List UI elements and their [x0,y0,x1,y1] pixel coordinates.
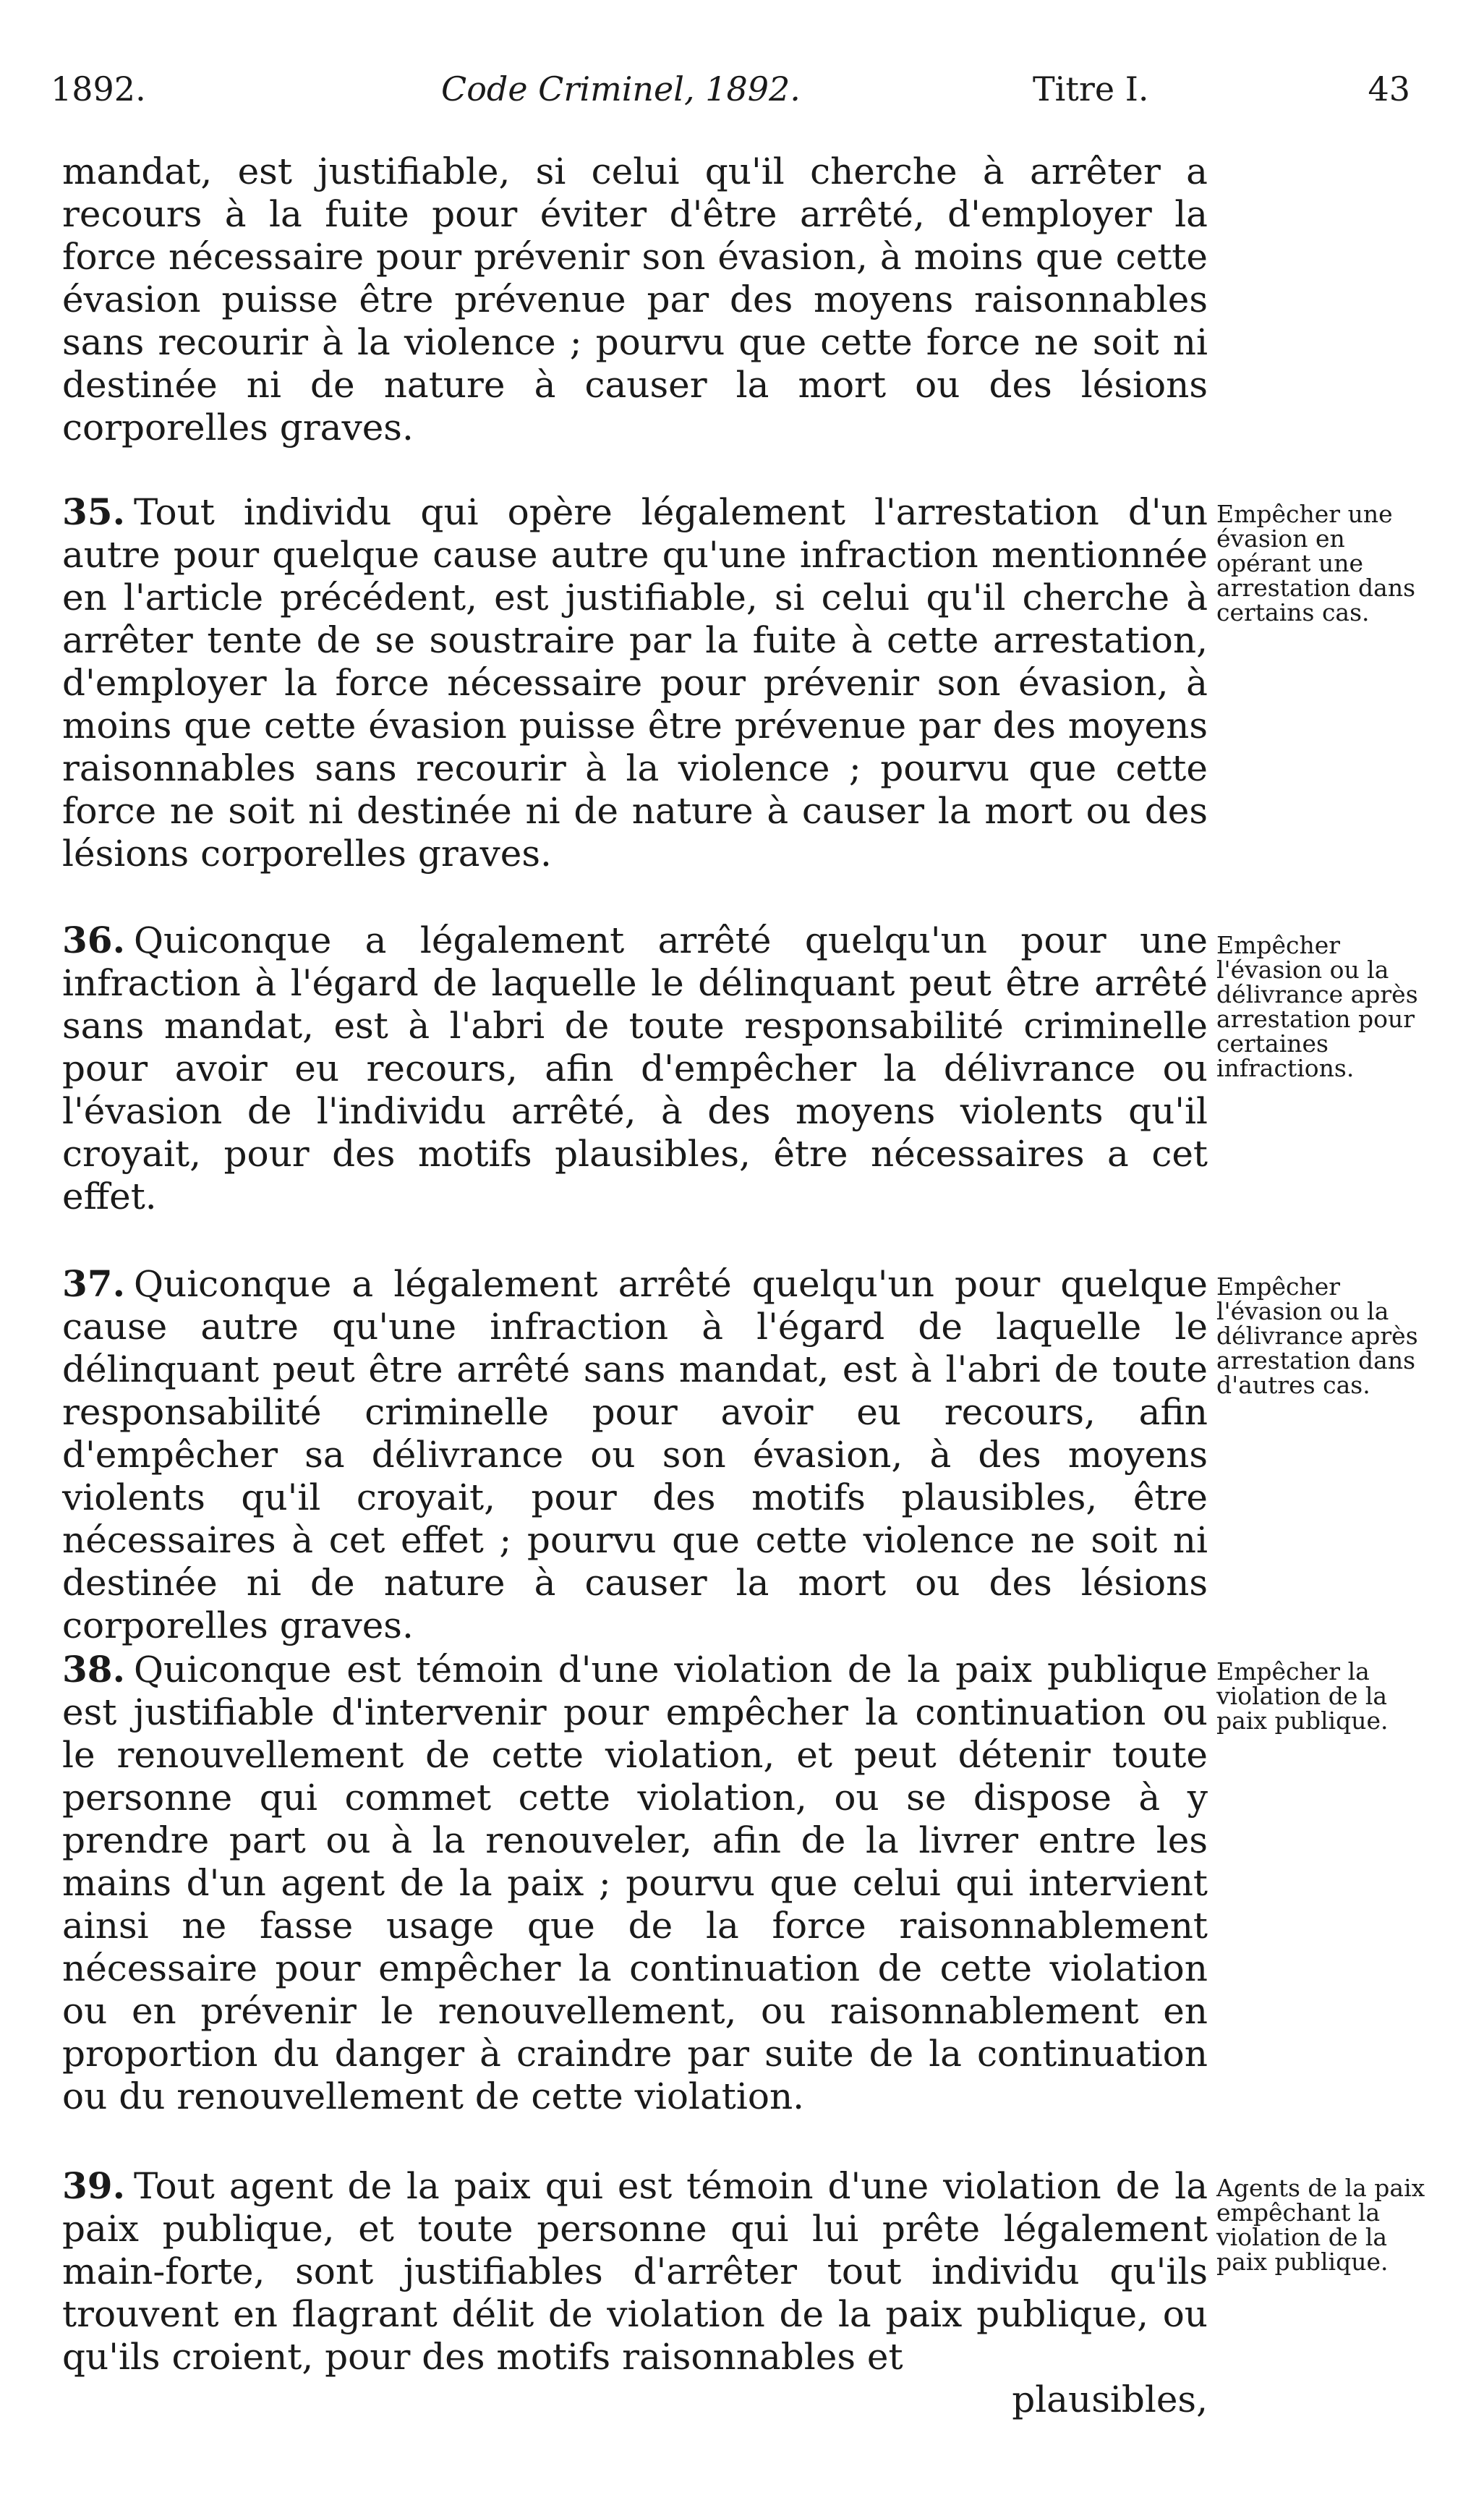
paragraph-text: Quiconque a légalement arrêté quelqu'un pour une infraction à l'égard de laquelle le délinquant peut être arrêté sans mandat, est à l'abri de toute responsabilité criminelle pour avoir eu recours, afin d'empêcher la délivrance ou l'évasion de l'individu arrêté, à des moyens violents qu'il croyait, pour des motifs plausibles, être nécessaires a cet effet. [62,919,1208,1217]
section-38 [62,1648,1208,2118]
paragraph-text: mandat, est justifiable, si celui qu'il cherche à arrêter a recours à la fuite pour éviter d'être arrêté, d'employer la force nécessaire pour prévenir son évasion, à moins que cette évasion puisse être prévenue par des moyens raisonnables sans recourir à la violence ; pourvu que cette force ne soit ni destinée ni de nature à causer la mort ou des lésions corporelles graves. [62,150,1208,449]
paragraph-continuation [62,150,1208,449]
section-number: 38. [62,1648,125,1691]
section-37 [62,1262,1208,1647]
page-number: 43 [1368,69,1410,109]
paragraph-text: Quiconque a légalement arrêté quelqu'un pour quelque cause autre qu'une infraction à l'égard de laquelle le délinquant peut être arrêté sans mandat, est à l'abri de toute responsabilité criminelle pour avoir eu recours, afin d'empêcher sa délivrance ou son évasion, à des moyens violents qu'il croyait, pour des motifs plausibles, être nécessaires à cet effet ; pourvu que cette violence ne soit ni destinée ni de nature à causer la mort ou des lésions corporelles graves. [62,1263,1208,1646]
paragraph-text-end: plausibles, [1012,2379,1208,2420]
paragraph-text: Tout individu qui opère légalement l'arrestation d'un autre pour quelque cause autre qu'une infraction mentionnée en l'article précédent, est justifiable, si celui qu'il cherche à arrêter tente de se soustraire par la fuite à cette arrestation, d'employer la force nécessaire pour prévenir son évasion, à moins que cette évasion puisse être prévenue par des moyens raisonnables sans recourir à la violence ; pourvu que cette force ne soit ni destinée ni de nature à causer la mort ou des lésions corporelles graves. [62,491,1208,875]
section-number: 37. [62,1262,125,1305]
margin-note-36: Empêcher l'évasion ou la délivrance après arrestation pour certaines infractions. [1216,931,1418,1082]
header-titre: Titre I. [1033,69,1149,109]
section-39 [62,2164,1208,2421]
section-35 [62,490,1208,875]
header-code-title: Code Criminel, 1892. [441,69,801,109]
margin-note-39: Agents de la paix empêchant la violation de la paix publique. [1216,2174,1425,2276]
section-number: 39. [62,2164,125,2207]
section-number: 35. [62,490,125,533]
paragraph-text: Quiconque est témoin d'une violation de la paix publique est justifiable d'intervenir pour empêcher la continuation ou le renouvellement de cette violation, et peut détenir toute personne qui commet cette violation, ou se dispose à y prendre part ou à la renouveler, afin de la livrer entre les mains d'un agent de la paix ; pourvu que celui qui intervient ainsi ne fasse usage que de la force raisonnablement nécessaire pour empêcher la continuation de cette violation ou en prévenir le renouvellement, ou raisonnablement en proportion du danger à craindre par suite de la continuation ou du renouvellement de cette violation. [62,1649,1208,2117]
header-year: 1892. [51,69,146,109]
margin-note-35: Empêcher une évasion en opérant une arrestation dans certains cas. [1216,500,1416,626]
margin-note-37: Empêcher l'évasion ou la délivrance après arrestation dans d'autres cas. [1216,1272,1418,1399]
section-number: 36. [62,919,125,961]
running-header [51,64,1410,114]
margin-note-38: Empêcher la violation de la paix publique. [1216,1657,1389,1735]
section-36 [62,919,1208,1218]
paragraph-text: Tout agent de la paix qui est témoin d'une violation de la paix publique, et toute personne qui lui prête légalement main-forte, sont justifiables d'arrêter tout individu qu'ils trouvent en flagrant délit de violation de la paix publique, ou qu'ils croient, pour des motifs raisonnables et [62,2165,1208,2378]
